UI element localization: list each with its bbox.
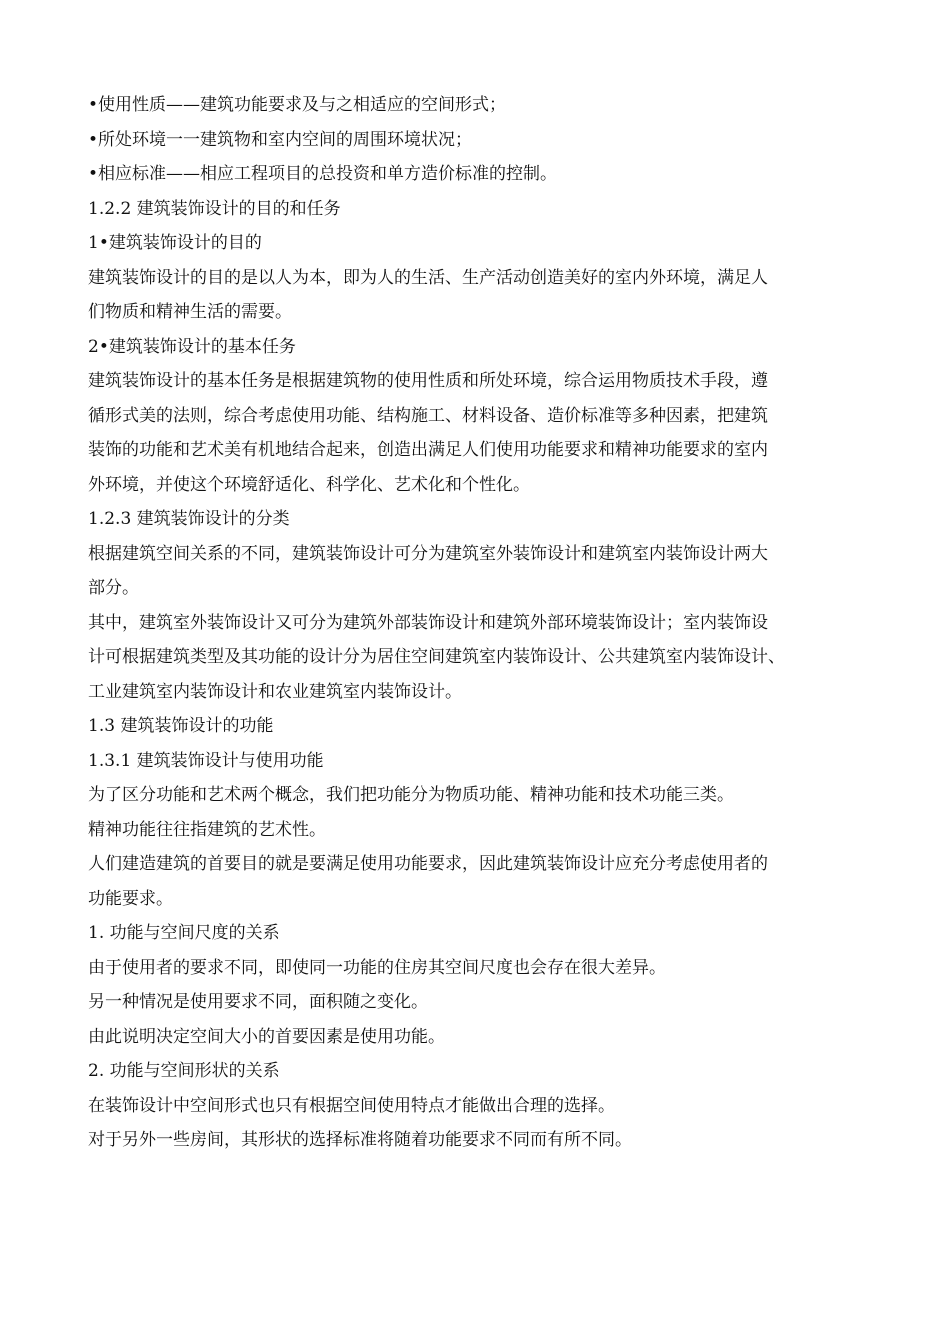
text-line: 们物质和精神生活的需要。 xyxy=(88,302,292,322)
text-line: 对于另外一些房间，其形状的选择标准将随着功能要求不同而有所不同。 xyxy=(88,1130,632,1150)
text-line: 由于使用者的要求不同，即使同一功能的住房其空间尺度也会存在很大差异。 xyxy=(88,957,666,978)
text-line: •所处环境一一建筑物和室内空间的周围环境状况； xyxy=(88,129,473,150)
text-line: 功能要求。 xyxy=(88,888,173,909)
section-heading xyxy=(88,744,878,779)
text-line: 1. 功能与空间尺度的关系 xyxy=(88,923,280,943)
text-line: 人们建造建筑的首要目的就是要满足使用功能要求，因此建筑装饰设计应充分考虑使用者的 xyxy=(88,854,768,874)
section-heading xyxy=(88,192,878,227)
subsection-heading xyxy=(88,330,878,365)
body-paragraph xyxy=(88,261,878,330)
text-line: 1.3.1 建筑装饰设计与使用功能 xyxy=(88,750,324,771)
text-line: 其中，建筑室外装饰设计又可分为建筑外部装饰设计和建筑外部环境装饰设计；室内装饰设 xyxy=(88,612,768,633)
text-line: 计可根据建筑类型及其功能的设计分为居住空间建筑室内装饰设计、公共建筑室内装饰设计、 xyxy=(88,647,785,667)
bullet-item xyxy=(88,123,878,158)
bullet-item xyxy=(88,88,878,123)
text-line: 由此说明决定空间大小的首要因素是使用功能。 xyxy=(88,1026,445,1047)
bullet-item xyxy=(88,157,878,192)
text-line: 外环境，并使这个环境舒适化、科学化、艺术化和个性化。 xyxy=(88,474,530,495)
body-paragraph xyxy=(88,778,878,813)
document-page xyxy=(88,88,878,1158)
section-heading xyxy=(88,709,878,744)
text-line: 精神功能往往指建筑的艺术性。 xyxy=(88,819,326,840)
text-line: 1•建筑装饰设计的目的 xyxy=(88,233,262,253)
body-paragraph xyxy=(88,813,878,848)
text-line: 建筑装饰设计的目的是以人为本，即为人的生活、生产活动创造美好的室内外环境，满足人 xyxy=(88,267,768,288)
text-line: 1.2.3 建筑装饰设计的分类 xyxy=(88,509,290,529)
text-line: 2. 功能与空间形状的关系 xyxy=(88,1061,280,1081)
text-line: 建筑装饰设计的基本任务是根据建筑物的使用性质和所处环境，综合运用物质技术手段，遵 xyxy=(88,371,768,391)
text-line: 在装饰设计中空间形式也只有根据空间使用特点才能做出合理的选择。 xyxy=(88,1095,615,1116)
text-line: 工业建筑室内装饰设计和农业建筑室内装饰设计。 xyxy=(88,681,462,702)
body-paragraph xyxy=(88,1123,878,1158)
body-paragraph xyxy=(88,985,878,1020)
text-line: •使用性质——建筑功能要求及与之相适应的空间形式； xyxy=(88,95,507,115)
body-paragraph xyxy=(88,364,878,502)
body-paragraph xyxy=(88,1089,878,1124)
subsection-heading xyxy=(88,226,878,261)
body-paragraph xyxy=(88,847,878,916)
text-line: 为了区分功能和艺术两个概念，我们把功能分为物质功能、精神功能和技术功能三类。 xyxy=(88,785,734,805)
text-line: 2•建筑装饰设计的基本任务 xyxy=(88,336,296,357)
text-line: 1.3 建筑装饰设计的功能 xyxy=(88,716,274,736)
body-paragraph xyxy=(88,1020,878,1055)
body-paragraph xyxy=(88,951,878,986)
text-line: 1.2.2 建筑装饰设计的目的和任务 xyxy=(88,198,341,219)
body-paragraph xyxy=(88,537,878,606)
text-line: 装饰的功能和艺术美有机地结合起来，创造出满足人们使用功能要求和精神功能要求的室内 xyxy=(88,440,768,460)
subsection-heading xyxy=(88,1054,878,1089)
text-line: 部分。 xyxy=(88,578,139,598)
text-line: 循形式美的法则，综合考虑使用功能、结构施工、材料设备、造价标准等多种因素，把建筑 xyxy=(88,405,768,426)
text-line: 根据建筑空间关系的不同，建筑装饰设计可分为建筑室外装饰设计和建筑室内装饰设计两大 xyxy=(88,543,768,564)
section-heading xyxy=(88,502,878,537)
text-line: 另一种情况是使用要求不同，面积随之变化。 xyxy=(88,992,428,1012)
subsection-heading xyxy=(88,916,878,951)
text-line: •相应标准——相应工程项目的总投资和单方造价标准的控制。 xyxy=(88,164,558,184)
body-paragraph xyxy=(88,606,878,710)
